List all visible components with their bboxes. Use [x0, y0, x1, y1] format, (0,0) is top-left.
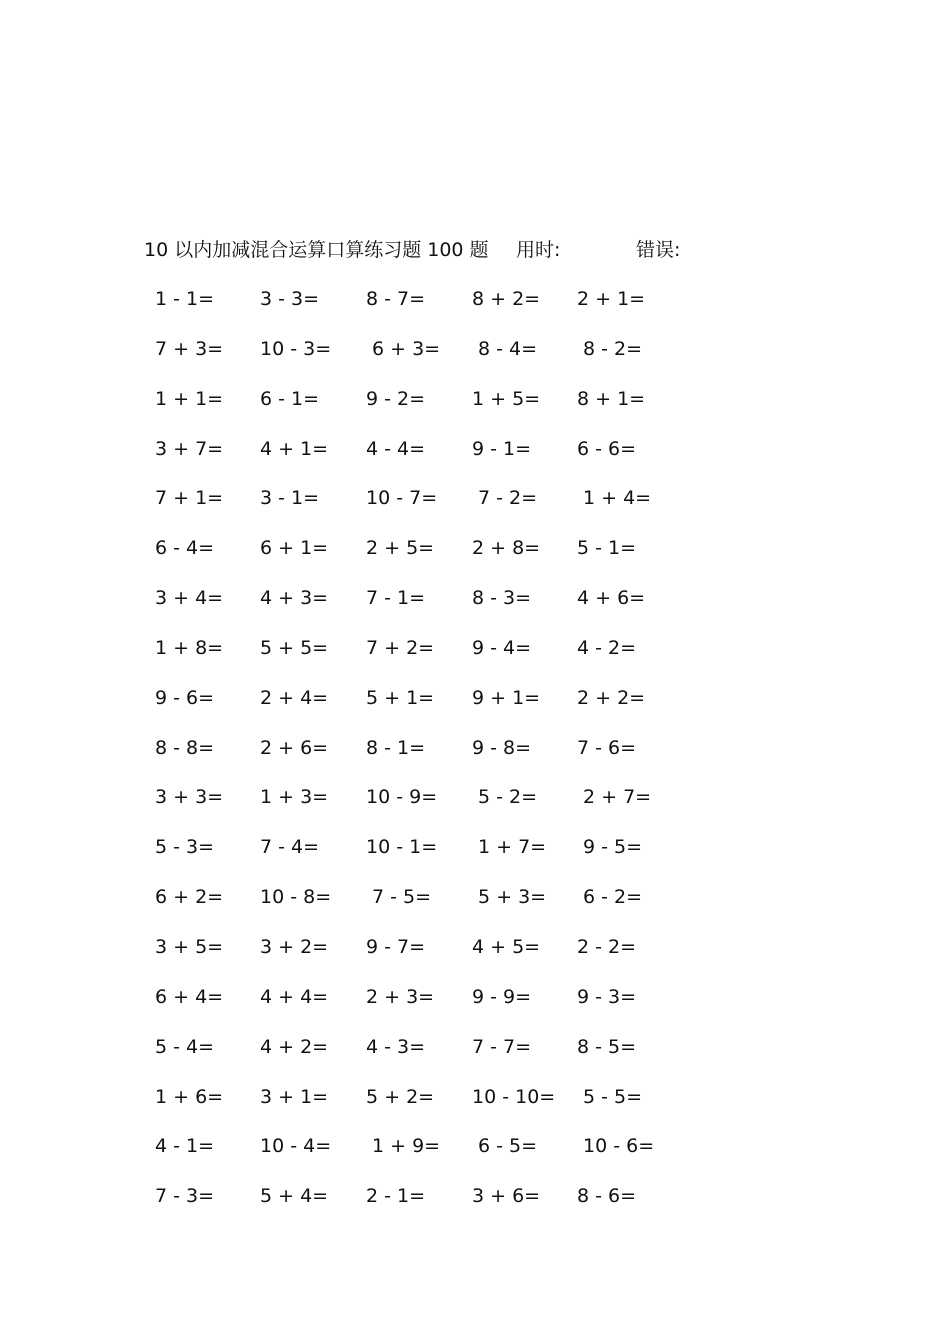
problem-item: 6 - 2= — [583, 886, 643, 909]
problem-item: 4 + 6= — [577, 587, 646, 610]
problem-item: 8 + 1= — [577, 387, 646, 410]
problem-item: 4 - 3= — [366, 1035, 426, 1058]
problem-item: 5 - 2= — [478, 786, 538, 809]
worksheet-header — [0, 236, 950, 264]
problem-item: 6 - 1= — [260, 387, 320, 410]
problem-row — [0, 334, 950, 384]
problem-item: 3 - 3= — [260, 288, 320, 310]
problem-item: 6 - 5= — [478, 1135, 538, 1158]
problem-item: 5 + 3= — [478, 886, 547, 909]
problem-item: 3 + 7= — [155, 437, 224, 460]
problem-item: 7 + 2= — [366, 636, 435, 659]
problem-item: 2 + 7= — [583, 786, 652, 809]
problem-item: 1 + 8= — [155, 636, 224, 659]
problem-item: 1 + 3= — [260, 786, 329, 809]
problem-item: 7 - 6= — [577, 736, 637, 759]
problem-item: 3 + 2= — [260, 935, 329, 958]
problem-row — [0, 1131, 950, 1181]
problem-item: 3 + 4= — [155, 587, 224, 610]
problem-item: 7 - 2= — [478, 487, 538, 510]
problem-row — [0, 284, 950, 334]
problem-item: 9 - 7= — [366, 935, 426, 958]
problem-item: 9 - 8= — [472, 736, 532, 759]
problem-row — [0, 1032, 950, 1082]
problem-item: 9 - 4= — [472, 636, 532, 659]
problem-item: 9 - 5= — [583, 836, 643, 859]
problem-item: 9 + 1= — [472, 686, 541, 709]
problem-item: 7 + 1= — [155, 487, 224, 510]
problem-item: 7 - 3= — [155, 1185, 215, 1208]
problem-item: 10 - 8= — [260, 886, 332, 909]
problem-item: 8 - 4= — [478, 337, 538, 360]
problem-item: 7 - 7= — [472, 1035, 532, 1058]
problem-row — [0, 633, 950, 683]
worksheet-title: 10 以内加减混合运算口算练习题 100 题 — [144, 239, 489, 261]
problem-item: 4 + 4= — [260, 985, 329, 1008]
problem-item: 2 + 5= — [366, 537, 435, 560]
problem-row — [0, 1181, 950, 1231]
problem-item: 10 - 9= — [366, 786, 438, 809]
problem-item: 5 + 4= — [260, 1185, 329, 1208]
problem-row — [0, 982, 950, 1032]
problem-item: 1 + 4= — [583, 487, 652, 510]
problem-item: 2 + 6= — [260, 736, 329, 759]
problem-item: 4 + 3= — [260, 587, 329, 610]
problem-row — [0, 882, 950, 932]
problem-item: 1 + 1= — [155, 387, 224, 410]
problem-row — [0, 932, 950, 982]
problem-item: 4 - 2= — [577, 636, 637, 659]
problem-item: 10 - 10= — [472, 1085, 556, 1108]
problem-item: 9 - 3= — [577, 985, 637, 1008]
problem-item: 4 + 1= — [260, 437, 329, 460]
problem-item: 5 + 1= — [366, 686, 435, 709]
problem-item: 2 + 2= — [577, 686, 646, 709]
problem-item: 3 + 5= — [155, 935, 224, 958]
problem-item: 1 - 1= — [155, 288, 215, 310]
problem-row — [0, 1082, 950, 1132]
problem-row — [0, 832, 950, 882]
problem-item: 7 + 3= — [155, 337, 224, 360]
problem-item: 6 + 4= — [155, 985, 224, 1008]
problem-item: 5 - 5= — [583, 1085, 643, 1108]
problem-item: 2 + 3= — [366, 985, 435, 1008]
problem-item: 7 - 1= — [366, 587, 426, 610]
problem-item: 2 + 4= — [260, 686, 329, 709]
problem-item: 9 - 1= — [472, 437, 532, 460]
problem-item: 2 - 1= — [366, 1185, 426, 1208]
problem-item: 10 - 6= — [583, 1135, 655, 1158]
problem-item: 8 - 8= — [155, 736, 215, 759]
problem-row — [0, 533, 950, 583]
problem-item: 8 - 1= — [366, 736, 426, 759]
problem-item: 8 - 7= — [366, 288, 426, 310]
problem-item: 9 - 6= — [155, 686, 215, 709]
problem-item: 8 - 5= — [577, 1035, 637, 1058]
problem-item: 7 - 4= — [260, 836, 320, 859]
problem-item: 5 + 2= — [366, 1085, 435, 1108]
problem-item: 4 + 5= — [472, 935, 541, 958]
problem-item: 2 + 8= — [472, 537, 541, 560]
problem-item: 10 - 3= — [260, 337, 332, 360]
problem-row — [0, 434, 950, 484]
problem-item: 6 + 1= — [260, 537, 329, 560]
problem-item: 10 - 7= — [366, 487, 438, 510]
problem-item: 5 + 5= — [260, 636, 329, 659]
problem-row — [0, 782, 950, 832]
problem-item: 2 + 1= — [577, 288, 646, 310]
problem-item: 5 - 3= — [155, 836, 215, 859]
problem-item: 6 - 6= — [577, 437, 637, 460]
problem-item: 5 - 1= — [577, 537, 637, 560]
problem-item: 4 + 2= — [260, 1035, 329, 1058]
problem-item: 3 + 1= — [260, 1085, 329, 1108]
problem-item: 6 + 2= — [155, 886, 224, 909]
problem-item: 6 - 4= — [155, 537, 215, 560]
problem-item: 5 - 4= — [155, 1035, 215, 1058]
problem-item: 9 - 2= — [366, 387, 426, 410]
problem-row — [0, 384, 950, 434]
problem-item: 2 - 2= — [577, 935, 637, 958]
problem-item: 1 + 9= — [372, 1135, 441, 1158]
problem-item: 1 + 6= — [155, 1085, 224, 1108]
problem-item: 4 - 1= — [155, 1135, 215, 1158]
problem-item: 1 + 7= — [478, 836, 547, 859]
problem-row — [0, 683, 950, 733]
problem-item: 8 - 6= — [577, 1185, 637, 1208]
problem-item: 3 + 6= — [472, 1185, 541, 1208]
problem-item: 9 - 9= — [472, 985, 532, 1008]
problem-item: 6 + 3= — [372, 337, 441, 360]
problem-item: 3 - 1= — [260, 487, 320, 510]
problem-row — [0, 583, 950, 633]
problem-item: 1 + 5= — [472, 387, 541, 410]
time-used-label: 用时: — [516, 239, 561, 261]
problem-row — [0, 483, 950, 533]
problem-grid — [0, 284, 950, 1231]
problem-item: 8 + 2= — [472, 288, 541, 310]
problem-item: 4 - 4= — [366, 437, 426, 460]
problem-item: 3 + 3= — [155, 786, 224, 809]
errors-label: 错误: — [636, 239, 681, 261]
problem-item: 10 - 1= — [366, 836, 438, 859]
problem-item: 8 - 2= — [583, 337, 643, 360]
problem-item: 8 - 3= — [472, 587, 532, 610]
problem-item: 7 - 5= — [372, 886, 432, 909]
problem-item: 10 - 4= — [260, 1135, 332, 1158]
problem-row — [0, 733, 950, 783]
